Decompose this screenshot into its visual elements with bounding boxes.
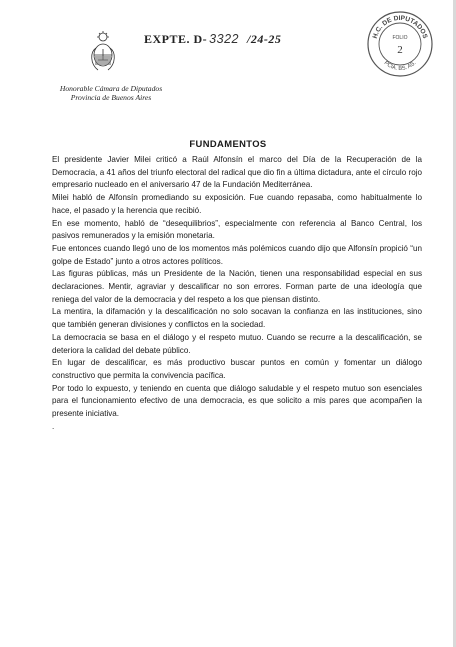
chamber-line-2: Provincia de Buenos Aires — [70, 93, 152, 102]
paragraph: En ese momento, habló de “desequilibrios”, especialmente con referencia al Banco Central, los pasivos remunerados y la emisión monetaria. — [52, 218, 422, 241]
folio-stamp-icon — [366, 10, 434, 78]
paragraph: . — [52, 421, 55, 431]
paragraph: Fue entonces cuando llegó uno de los momentos más polémicos cuando dijo que Alfonsín propició “un golpe de Estado” junto a otros actores políticos. — [52, 243, 422, 266]
paragraph: Por todo lo expuesto, y teniendo en cuenta que diálogo saludable y el respeto mutuo son esenciales para el funcionamiento efectivo de una democracia, es que solicito a mis pares que acompañen la presente iniciativa. — [52, 383, 422, 419]
paragraph: Las figuras públicas, más un Presidente de la Nación, tienen una responsabilidad especial en sus declaraciones. Mentir, agraviar y descalificar no son errores. Forman parte de una ideología que reniega del valor de la democracia y del respeto a los que piensan distinto. — [52, 269, 422, 304]
svg-text:PCIA. BS. AS. — [383, 60, 418, 72]
paragraph: La mentira, la difamación y la descalificación no solo socavan la confianza en las instituciones, sino que también generan divisiones y conflictos en la sociedad. — [52, 307, 422, 330]
stamp-folio-number: 2 — [397, 44, 403, 56]
paragraph: Milei habló de Alfonsín promediando su exposición. Fue cuando repasaba, como habitualmente lo hace, el pasado y la herencia que recibió. — [52, 193, 422, 215]
stamp-bottom-text: PCIA. BS. AS. — [382, 60, 418, 73]
section-title: FUNDAMENTOS — [189, 138, 267, 149]
paragraph: El presidente Javier Milei criticó a Raúl Alfonsín el marco del Día de la Recuperación de la Democracia, a 41 años del triunfo electoral del radical que dio fin a última dictadura, ante el círculo rojo empresario nucleado en el aniversario 47 de la Fundación Mediterránea. — [52, 155, 422, 190]
paragraph: La democracia se basa en el diálogo y el respeto mutuo. Cuando se recurre a la descalificación, se deteriora la calidad del debate público. — [52, 332, 422, 355]
expediente-number — [144, 32, 281, 47]
stamp-folio-label: FOLIO — [392, 35, 408, 41]
expte-label: EXPTE. D- — [144, 32, 208, 46]
chamber-line-1: Honorable Cámara de Diputados — [59, 84, 163, 93]
document-body — [52, 154, 422, 433]
stamp-top-text: H.C. DE DIPUTADOS — [371, 14, 429, 40]
coat-of-arms-icon — [86, 30, 120, 74]
expte-handwritten-number: 3322 — [209, 32, 239, 46]
paragraph: En lugar de descalificar, es más productivo buscar puntos en común y fomentar un diálogo constructivo que permita la convivencia pacífica. — [52, 358, 422, 380]
chamber-name — [46, 84, 176, 102]
expte-year: /24-25 — [246, 32, 282, 46]
